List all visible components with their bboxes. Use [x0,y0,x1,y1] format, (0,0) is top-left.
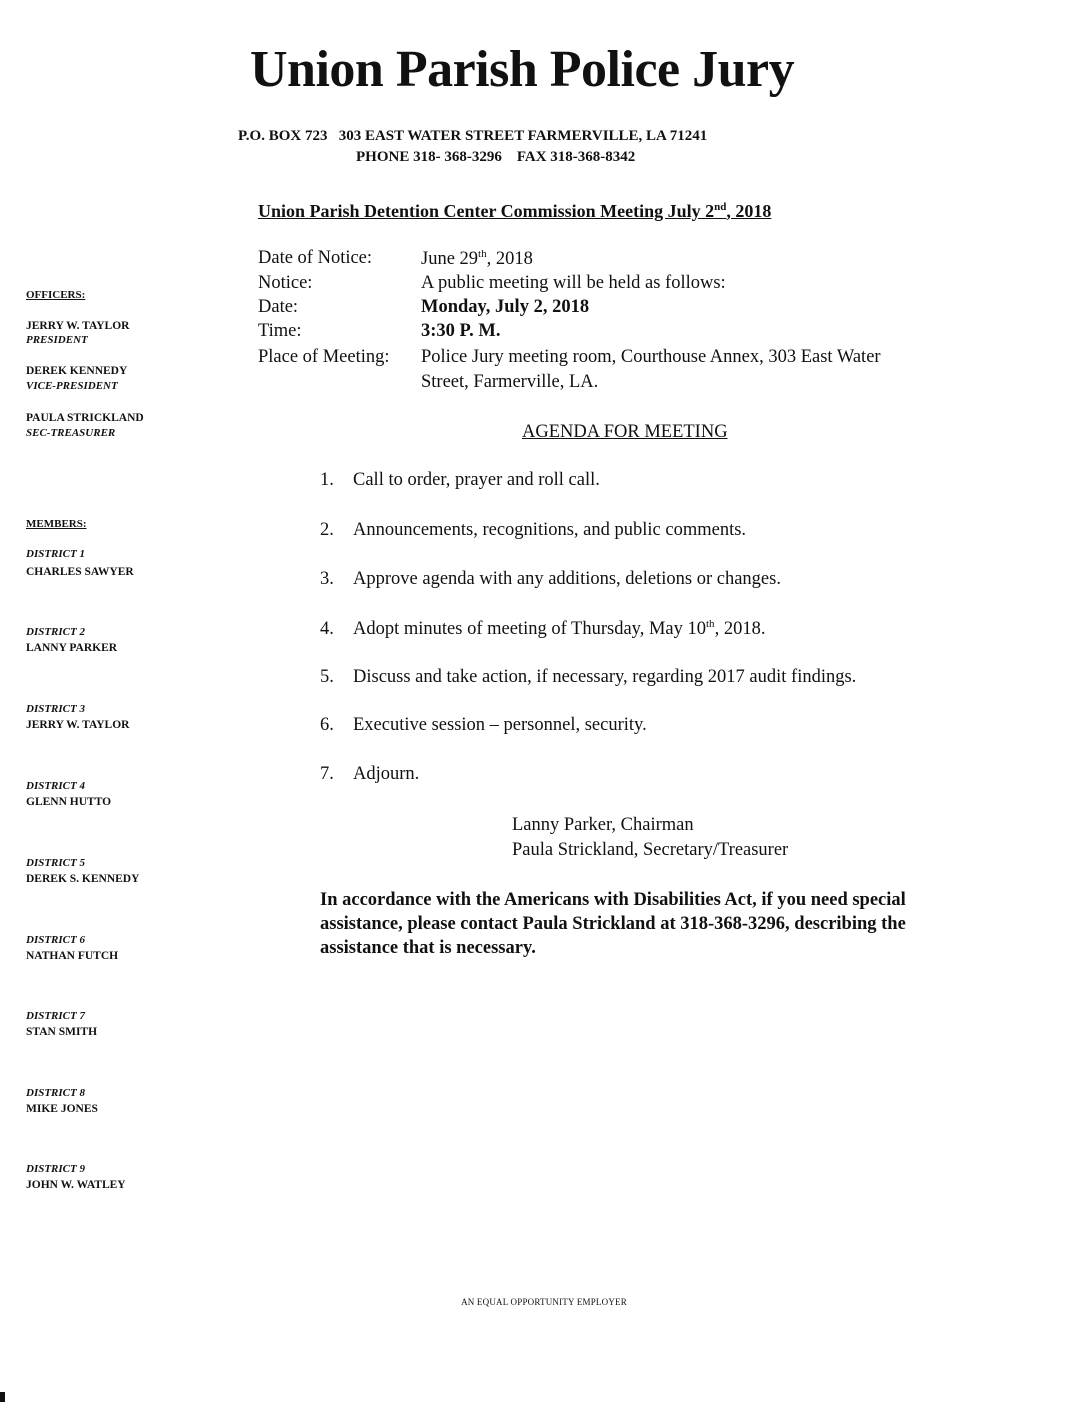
meeting-heading [258,201,771,222]
members-heading: MEMBERS: [26,518,87,530]
agenda-item [320,764,419,785]
officer-name: DEREK KENNEDY [26,365,128,377]
secretary-signature: Paula Strickland, Secretary/Treasurer [512,840,789,860]
ada-notice: In accordance with the Americans with Disabilities Act, if you need special assistance, please contact Paula Strickland at 318-368-3296, describing the assistance that is necessary. [320,890,906,958]
meeting-heading-ordinal: nd [714,201,727,213]
member-district: DISTRICT 6 [26,934,85,946]
agenda-item-number: 3. [320,569,334,589]
agenda-item [320,470,600,491]
date-of-notice-year: , 2018 [486,249,533,270]
member-name: JOHN W. WATLEY [26,1179,126,1191]
footer-eoe: AN EQUAL OPPORTUNITY EMPLOYER [461,1297,627,1307]
agenda-item [320,618,765,640]
date-of-notice-day: June 29 [421,249,479,270]
agenda-item-number: 1. [320,470,334,490]
member-name: LANNY PARKER [26,642,118,654]
agenda-item-text: Adopt minutes of meeting of Thursday, May 10 [353,619,706,640]
member-name: MIKE JONES [26,1103,98,1115]
agenda-item-number: 2. [320,520,334,540]
chairman-signature: Lanny Parker, Chairman [512,815,694,835]
notice-value: A public meeting will be held as follows: [421,273,726,293]
meeting-heading-text: Union Parish Detention Center Commission Meeting July 2 [258,201,715,221]
member-name: JERRY W. TAYLOR [26,719,130,731]
agenda-item-text: Executive session – personnel, security. [353,715,647,735]
mailing-address: P.O. BOX 723 303 EAST WATER STREET FARMERVILLE, LA 71241 [238,128,708,144]
member-name: CHARLES SAWYER [26,566,134,578]
agenda-item-number: 4. [320,619,334,640]
agenda-item [320,667,856,688]
agenda-item-text: Approve agenda with any additions, deletions or changes. [353,569,781,589]
agenda-item-number: 7. [320,764,334,784]
officers-heading: OFFICERS: [26,289,86,301]
agenda-item-text: Announcements, recognitions, and public comments. [353,520,747,540]
agenda-item [320,520,746,541]
member-name: GLENN HUTTO [26,796,112,808]
officer-role: VICE-PRESIDENT [26,380,118,392]
member-district: DISTRICT 4 [26,780,85,792]
organization-title: Union Parish Police Jury [250,41,795,98]
agenda-item-text-end: , 2018. [714,619,766,640]
member-district: DISTRICT 5 [26,857,85,869]
place-line-1: Police Jury meeting room, Courthouse Annex, 303 East Water [421,347,881,367]
member-district: DISTRICT 8 [26,1087,85,1099]
place-line-2: Street, Farmerville, LA. [421,372,599,392]
notice-label: Notice: [258,273,313,293]
phone-fax-line: PHONE 318- 368-3296 FAX 318-368-8342 [356,149,636,165]
agenda-item-text: Call to order, prayer and roll call. [353,470,600,490]
time-label: Time: [258,321,302,341]
member-district: DISTRICT 9 [26,1163,85,1175]
scan-edge-mark [0,1392,5,1402]
agenda-item [320,715,647,736]
agenda-item-number: 5. [320,667,334,687]
agenda-item-text: Discuss and take action, if necessary, regarding 2017 audit findings. [353,667,857,687]
agenda-item-number: 6. [320,715,334,735]
date-of-notice-value [421,248,533,270]
date-of-notice-ordinal: th [478,248,487,260]
member-name: STAN SMITH [26,1026,98,1038]
officer-name: JERRY W. TAYLOR [26,320,130,332]
agenda-title: AGENDA FOR MEETING [522,422,728,442]
member-district: DISTRICT 1 [26,548,85,560]
agenda-item [320,569,781,590]
member-district: DISTRICT 7 [26,1010,85,1022]
officer-role: PRESIDENT [26,334,88,346]
meeting-heading-year: , 2018 [726,201,772,221]
member-name: NATHAN FUTCH [26,950,119,962]
officer-role: SEC-TREASURER [26,427,116,439]
officer-name: PAULA STRICKLAND [26,412,144,424]
date-label: Date: [258,297,299,317]
meeting-time-value: 3:30 P. M. [421,321,501,341]
agenda-item-text: Adjourn. [353,764,420,784]
member-district: DISTRICT 2 [26,626,85,638]
date-of-notice-label: Date of Notice: [258,248,373,268]
agenda-item-ordinal: th [706,618,715,630]
member-district: DISTRICT 3 [26,703,85,715]
place-label: Place of Meeting: [258,347,390,367]
meeting-date-value: Monday, July 2, 2018 [421,297,590,317]
member-name: DEREK S. KENNEDY [26,873,140,885]
